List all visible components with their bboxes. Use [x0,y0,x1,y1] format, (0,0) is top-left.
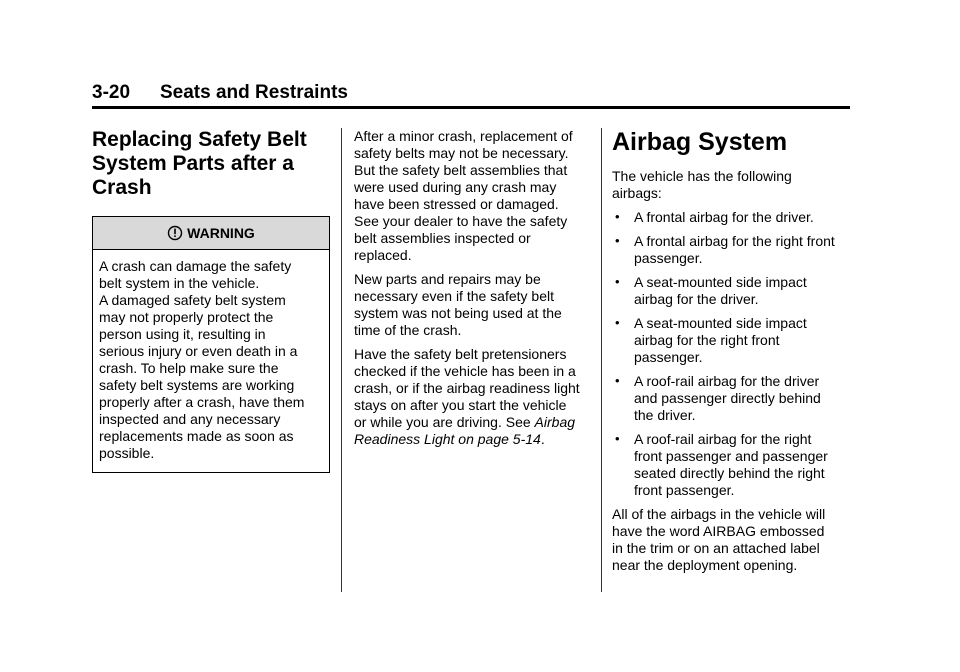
warning-header [93,217,329,250]
paragraph-pretensioners: Have the safety belt pretensioners checked if the vehicle has been in a crash, or if the airbag readiness light stays on after you start the vehicle or while you are driving. See Airbag Readiness Light on page 5-14. [354,346,580,447]
list-item: • A roof-rail airbag for the driver and passenger directly behind the driver. [615,373,821,423]
list-item: • A seat-mounted side impact airbag for the driver. [615,274,807,307]
warning-text: A crash can damage the safety belt system in the vehicle. A damaged safety belt system may not properly protect the person using it, resulting in serious injury or even death in a crash. To help make sure the safety belt systems are working properly after a crash, have them inspected and any necessary replacements made as soon as possible. [99,258,305,461]
paragraph-airbag-closing: All of the airbags in the vehicle will have the word AIRBAG embossed in the trim or on an attached label near the deployment opening. [612,506,826,573]
paragraph-minor-crash: After a minor crash, replacement of safety belts may not be necessary. But the safety belt assemblies that were used during any crash may have been stressed or damaged. See your dealer to have the safety belt assemblies inspected or replaced. [354,128,573,263]
list-item: • A seat-mounted side impact airbag for the right front passenger. [615,315,807,365]
list-item: • A frontal airbag for the driver. [615,209,814,225]
list-item: • A roof-rail airbag for the right front passenger and passenger seated directly behind the right front passenger. [615,431,828,498]
airbag-list [612,209,852,499]
warning-box [92,216,330,473]
column-1 [92,128,330,473]
page-header [92,80,850,109]
bullet-icon: • [615,209,620,224]
bullet-icon: • [615,431,620,446]
section-title: Seats and Restraints [160,82,348,103]
paragraph-new-parts: New parts and repairs may be necessary even if the safety belt system was not being used at the time of the crash. [354,271,562,338]
list-item: • A frontal airbag for the right front passenger. [615,233,835,266]
bullet-icon: • [615,315,620,330]
column-2 [354,128,594,455]
cross-reference-link[interactable]: Airbag [534,414,576,430]
heading-replacing-safety-belt: Replacing Safety Belt System Parts after a Crash [92,128,307,199]
column-divider [601,128,602,592]
warning-label: WARNING [187,225,255,241]
bullet-icon: • [615,233,620,248]
heading-airbag-system: Airbag System [612,128,788,156]
column-3 [612,128,852,581]
cross-reference-link[interactable]: Readiness Light on page 5-14 [354,431,541,447]
bullet-icon: • [615,274,620,289]
page-number: 3-20 [92,82,131,103]
bullet-icon: • [615,373,620,388]
paragraph-airbag-intro: The vehicle has the following airbags: [612,168,792,201]
warning-icon [167,225,183,241]
column-divider [341,128,342,592]
